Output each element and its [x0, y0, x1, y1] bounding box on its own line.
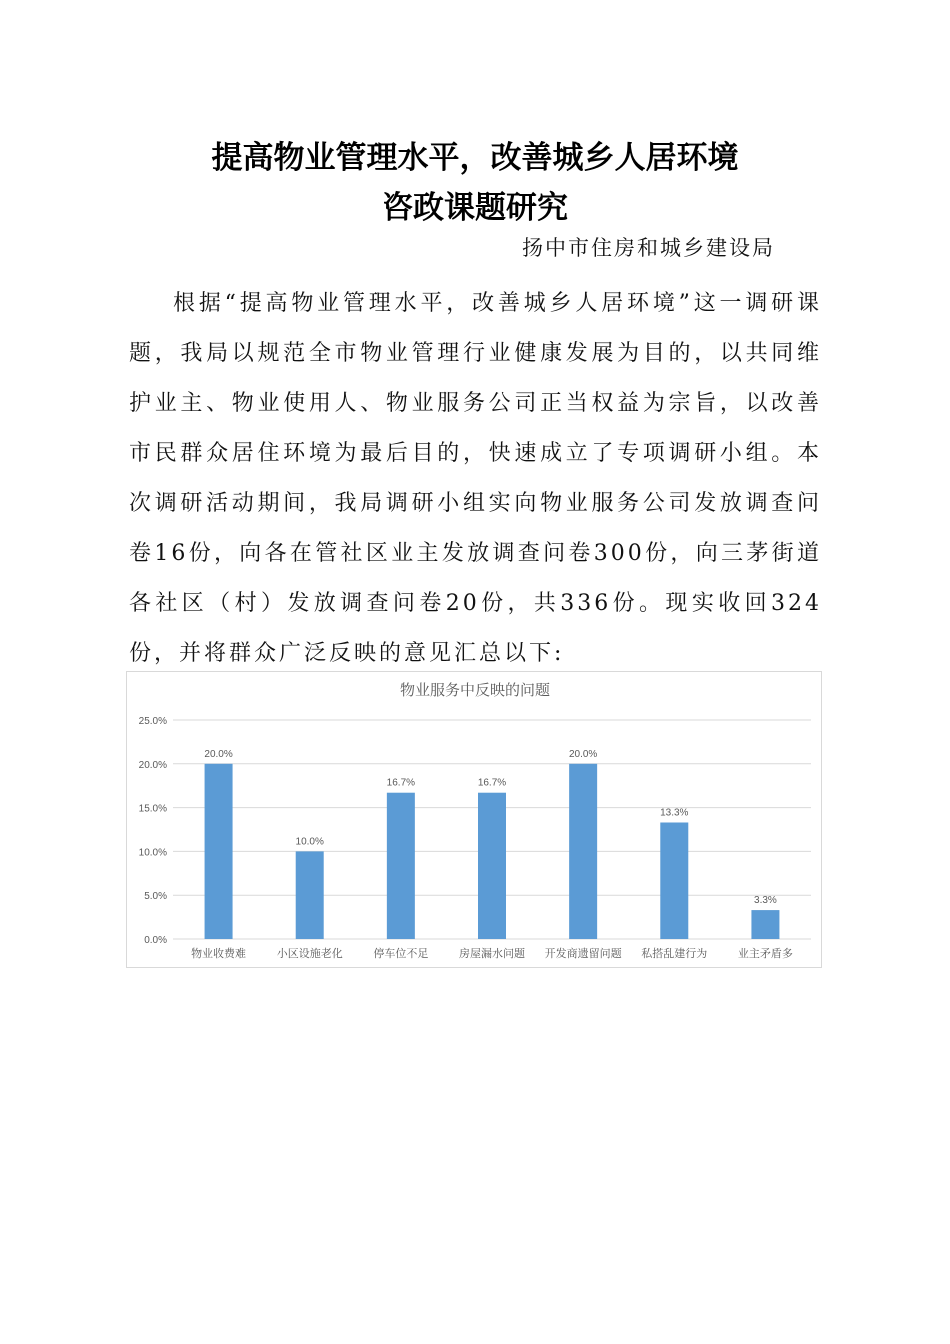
bar: [751, 910, 779, 939]
x-tick-label: 私搭乱建行为: [641, 947, 708, 960]
x-tick-label: 开发商遗留问题: [544, 947, 622, 960]
chart-canvas: [127, 672, 823, 969]
document-title-line2: 咨政课题研究: [382, 190, 568, 226]
body-paragraph: 根据“提高物业管理水平，改善城乡人居环境”这一调研课题，我局以规范全市物业管理行业健康发展为目的，以共同维护业主、物业使用人、物业服务公司正当权益为宗旨，以改善市民群众居住环境为最后目的，快速成立了专项调研小组。本次调研活动期间，我局调研小组实向物业服务公司发放调查问卷16份，向各在管社区业主发放调查问卷300份，向三茅街道各社区（村）发放调查问卷20份，共336份。现实收回324份，并将群众广泛反映的意见汇总以下:: [129, 291, 822, 666]
data-label: 3.3%: [754, 895, 777, 907]
data-label: 20.0%: [204, 748, 233, 760]
data-label: 20.0%: [568, 748, 598, 760]
bar: [569, 764, 597, 939]
y-tick-label: 10.0%: [138, 847, 167, 859]
y-tick-label: 0.0%: [144, 935, 167, 946]
data-label: 16.7%: [386, 777, 416, 789]
y-tick-label: 5.0%: [144, 891, 167, 903]
author-organization: 扬中市住房和城乡建设局: [522, 236, 775, 260]
bar: [387, 793, 415, 939]
x-tick-label: 房屋漏水问题: [459, 947, 525, 960]
data-label: 16.7%: [477, 777, 507, 789]
data-label: 10.0%: [295, 836, 324, 848]
x-tick-label: 业主矛盾多: [737, 947, 793, 960]
document-title-line1: 提高物业管理水平，改善城乡人居环境: [211, 140, 739, 176]
x-tick-label: 停车位不足: [373, 947, 429, 960]
bar: [660, 822, 688, 939]
y-tick-label: 25.0%: [138, 716, 167, 727]
bar: [478, 793, 506, 939]
y-tick-label: 20.0%: [138, 759, 167, 771]
chart-title: 物业服务中反映的问题: [399, 682, 551, 699]
x-tick-label: 物业收费难: [191, 947, 247, 960]
y-tick-label: 15.0%: [138, 803, 167, 815]
bar: [296, 851, 324, 939]
x-tick-label: 小区设施老化: [276, 947, 343, 960]
bar-chart: [126, 671, 822, 968]
bar: [205, 764, 233, 939]
data-label: 13.3%: [660, 807, 689, 819]
